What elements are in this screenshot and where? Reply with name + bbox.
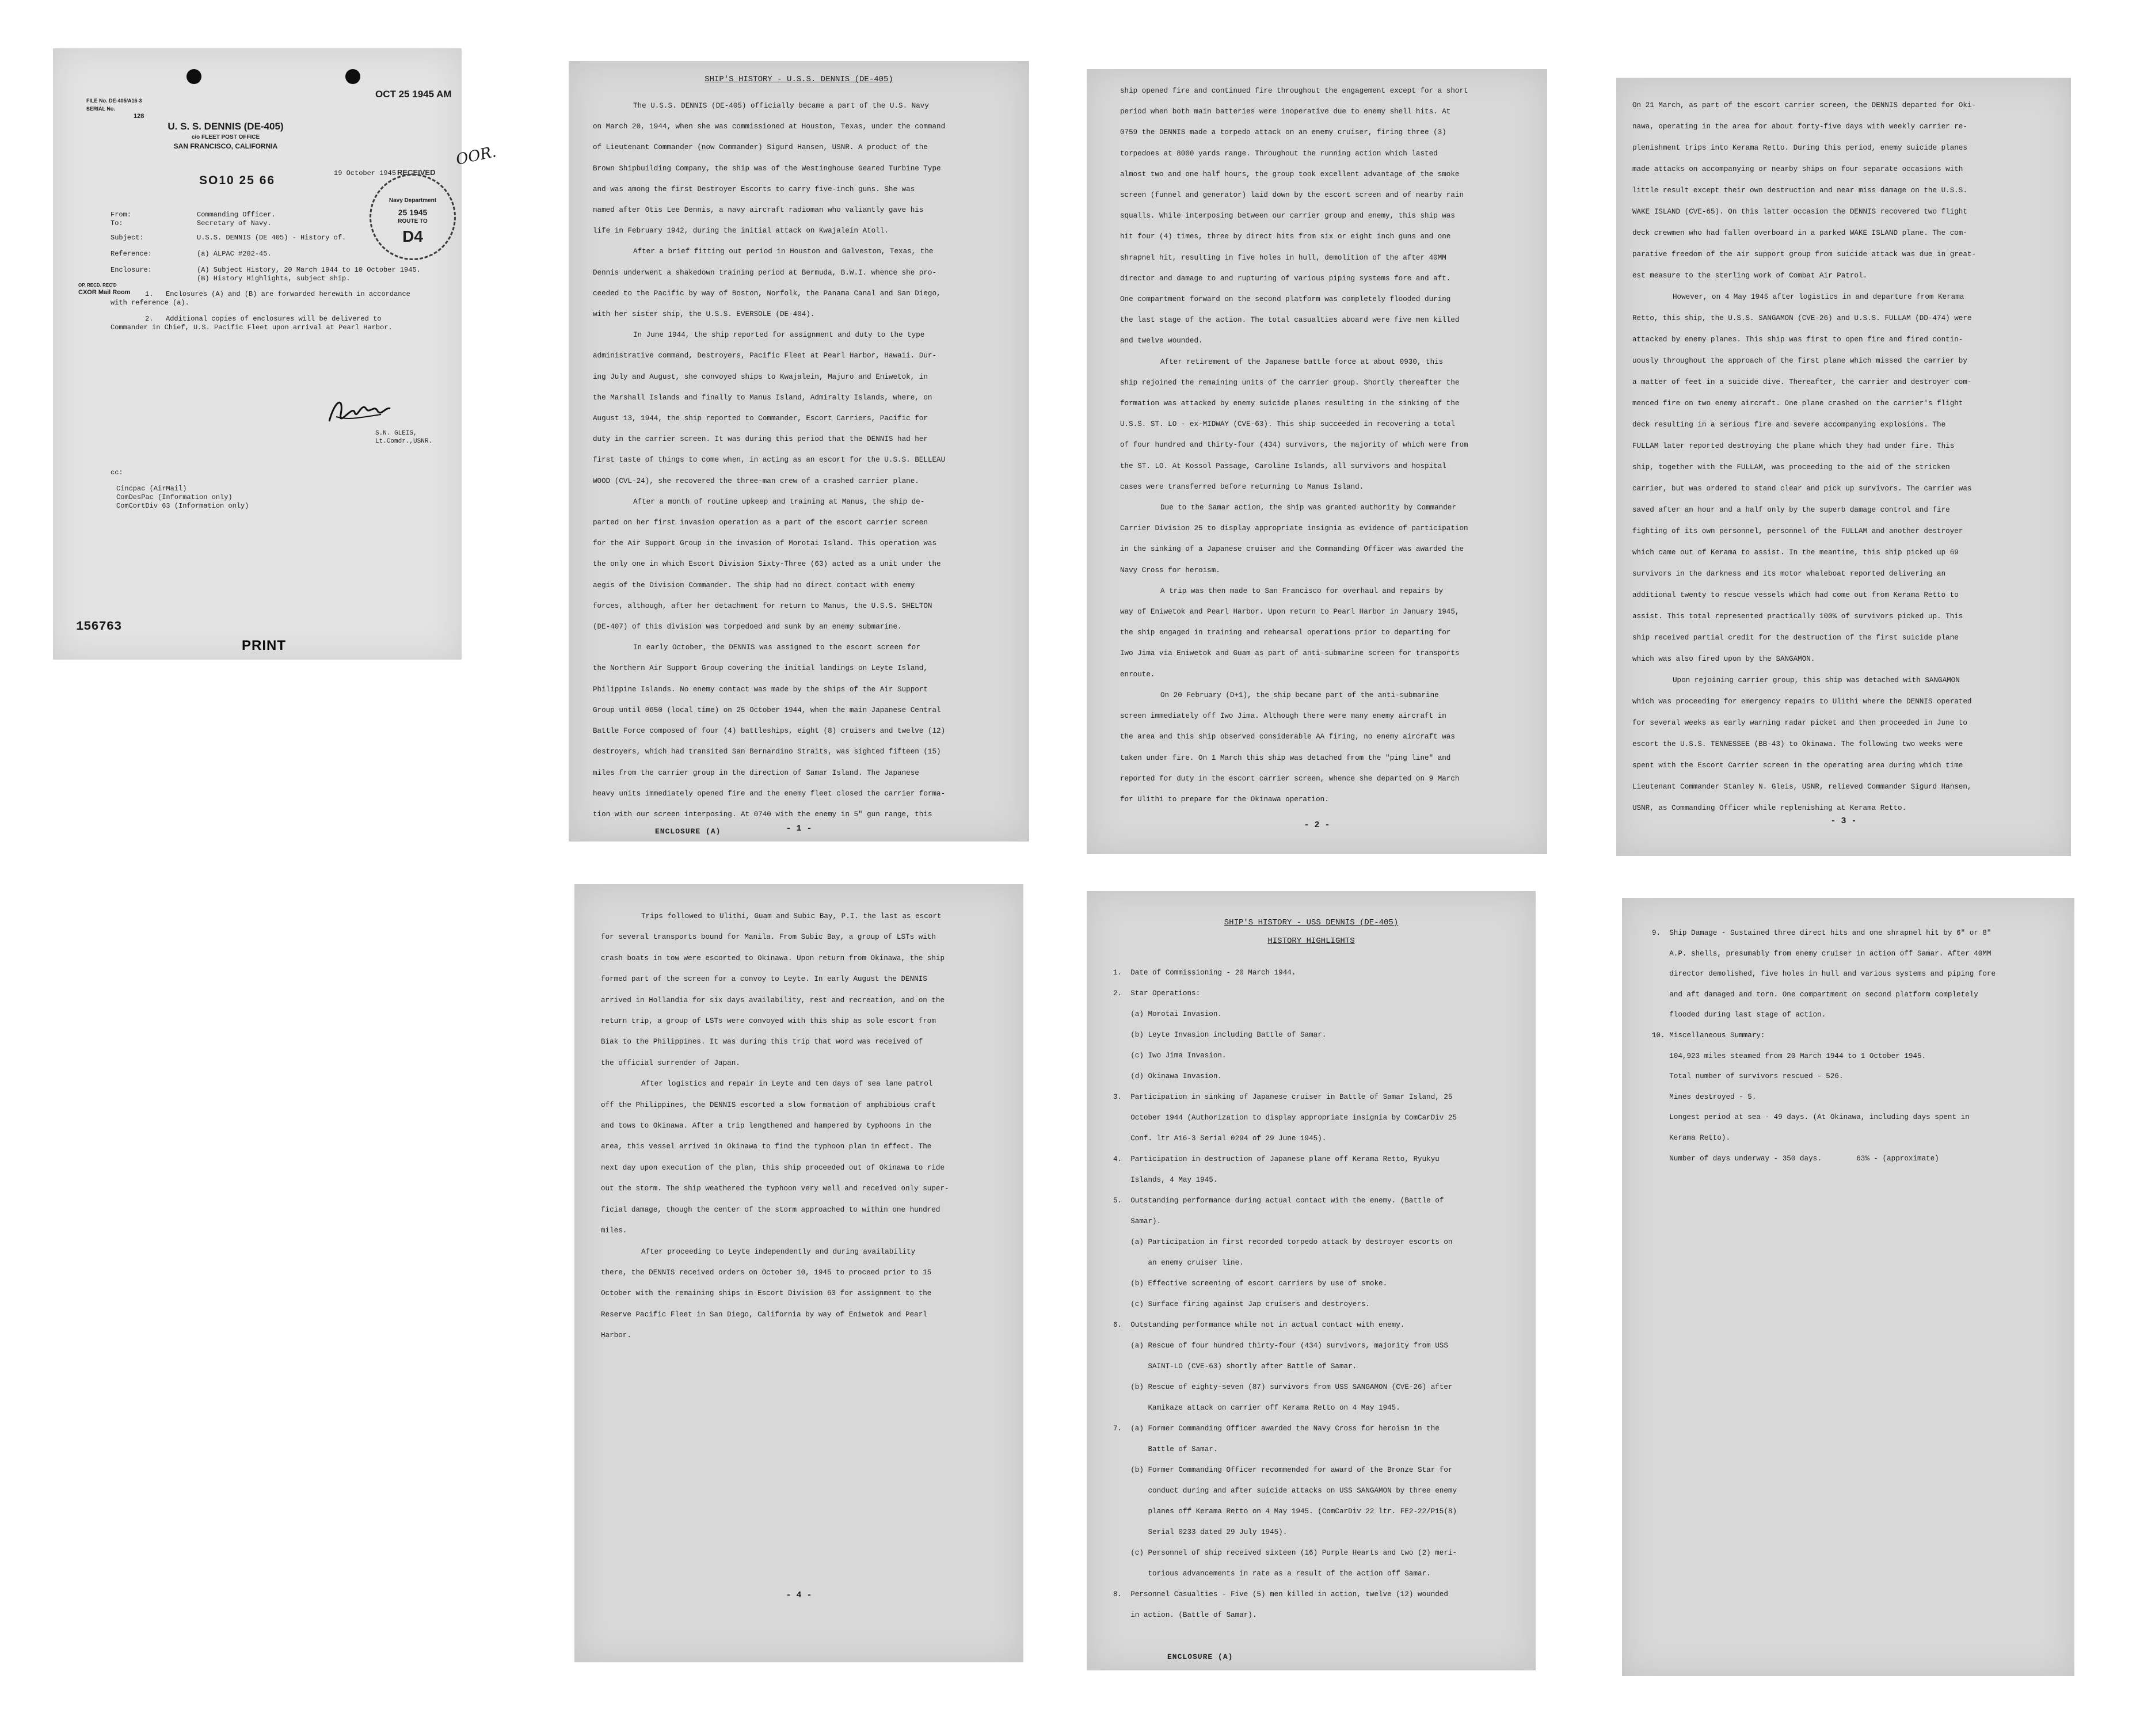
history-page-2 <box>1087 69 1547 854</box>
text-line: Conf. ltr A16-3 Serial 0294 of 29 June 1945). <box>1113 1135 1327 1143</box>
text-line: After logistics and repair in Leyte and ten days of sea lane patrol <box>641 1080 933 1088</box>
text-line: screen immediately off Iwo Jima. Although there were many enemy aircraft in <box>1120 712 1446 721</box>
text-line: the ST. LO. At Kossol Passage, Caroline Islands, all survivors and hospital <box>1120 462 1446 470</box>
handwritten-note: OOR. <box>454 143 498 169</box>
text-line: ficial damage, though the center of the storm approached to within one hundred <box>601 1205 940 1214</box>
text-line: and was among the first Destroyer Escorts to carry five-inch guns. She was <box>593 185 915 193</box>
text-line: WAKE ISLAND (CVE-65). On this latter occasion the DENNIS recovered two flight <box>1632 208 1967 216</box>
text-line: (c) Personnel of ship received sixteen (16) Purple Hearts and two (2) meri- <box>1113 1549 1457 1557</box>
text-line: an enemy cruiser line. <box>1113 1259 1244 1267</box>
text-line: formed part of the screen for a convoy to Leyte. In early August the DENNIS <box>601 975 927 984</box>
signature-icon <box>325 391 394 432</box>
text-line: WOOD (CVL-24), she recovered the three-man crew of a crashed carrier plane. <box>593 477 919 485</box>
text-line: deck crewmen who had fallen overboard in a parked WAKE ISLAND plane. The com- <box>1632 229 1967 237</box>
text-line: out the storm. The ship weathered the typhoon very well and received only super- <box>601 1185 949 1193</box>
text-line: the official surrender of Japan. <box>601 1059 740 1067</box>
text-line: Group until 0650 (local time) on 25 October 1944, when the main Japanese Central <box>593 706 941 714</box>
text-line: Battle of Samar. <box>1113 1445 1218 1453</box>
text-line: ship opened fire and continued fire throughout the engagement except for a short <box>1120 87 1468 95</box>
text-line: The U.S.S. DENNIS (DE-405) officially became a part of the U.S. Navy <box>633 102 929 110</box>
text-line: which came out of Kerama to assist. In the meantime, this ship picked up 69 <box>1632 549 1959 557</box>
text-line: After retirement of the Japanese battle force at about 0930, this <box>1160 357 1444 366</box>
text-line: Serial 0233 dated 29 July 1945). <box>1113 1528 1288 1536</box>
text-line: named after Otis Lee Dennis, a navy aircraft radioman who valiantly gave his <box>593 206 924 215</box>
text-line: (c) Iwo Jima Invasion. <box>1113 1052 1227 1060</box>
text-line: the Marshall Islands and finally to Manus Island, Admiralty Islands, where, on <box>593 393 932 402</box>
text-line: enroute. <box>1120 670 1155 679</box>
received-stamp: RECEIVED <box>397 168 436 177</box>
cover-letter-page <box>53 48 498 660</box>
text-line: Philippine Islands. No enemy contact was made by the ships of the Air Support <box>593 685 928 694</box>
text-line: However, on 4 May 1945 after logistics in and departure from Kerama <box>1673 293 1964 301</box>
page-number: - 1 - <box>786 824 812 833</box>
text-line: carrier, but was ordered to stand clear and pick up survivors. The carrier was <box>1632 485 1972 493</box>
text-line: U.S.S. ST. LO - ex-MIDWAY (CVE-63). This ship succeeded in recovering a total <box>1120 420 1455 429</box>
text-line: 104,923 miles steamed from 20 March 1944 to 1 October 1945. <box>1652 1052 1926 1060</box>
text-line: 5. Outstanding performance during actual contact with the enemy. (Battle of <box>1113 1197 1444 1205</box>
text-line: (a) Participation in first recorded torpedo attack by destroyer escorts on <box>1113 1238 1453 1246</box>
text-line: off the Philippines, the DENNIS escorted a slow formation of amphibious craft <box>601 1101 936 1109</box>
text-line: Lieutenant Commander Stanley N. Gleis, USNR, relieved Commander Sigurd Hansen, <box>1632 783 1972 791</box>
text-line: saved after an hour and a half only by the superb damage control and fire <box>1632 506 1950 514</box>
text-line: Islands, 4 May 1945. <box>1113 1176 1218 1184</box>
text-line: duty in the carrier screen. It was during this period that the DENNIS had her <box>593 435 928 444</box>
text-line: for the Air Support Group in the invasion of Morotai Island. This operation was <box>593 539 937 548</box>
text-line: director and damage to and rupturing of various piping systems fore and aft. <box>1120 274 1451 283</box>
text-line: (d) Okinawa Invasion. <box>1113 1072 1222 1080</box>
paragraph-1: 1. Enclosures (A) and (B) are forwarded herewith in accordance <box>145 290 410 298</box>
letter-date: 19 October 1945 <box>334 169 397 177</box>
text-line: torious advancements in rate as a result of the action off Samar. <box>1113 1570 1431 1578</box>
page-subtitle: HISTORY HIGHLIGHTS <box>1267 936 1355 946</box>
text-line: After proceeding to Leyte independently and during availability <box>641 1247 916 1256</box>
text-line: (c) Surface firing against Jap cruisers and destroyers. <box>1113 1300 1370 1308</box>
history-page-4 <box>574 884 1023 1662</box>
text-line: escort the U.S.S. TENNESSEE (BB-43) to Okinawa. The following two weeks were <box>1632 740 1963 748</box>
text-line: flooded during last stage of action. <box>1652 1011 1826 1019</box>
cc-line-2: ComDesPac (Information only) <box>116 493 233 501</box>
punch-hole-right <box>345 69 360 84</box>
from-row: From: Commanding Officer. <box>111 211 276 219</box>
text-line: 10. Miscellaneous Summary: <box>1652 1031 1765 1040</box>
routing-seal: Navy Department 25 1945 ROUTE TO D4 <box>370 174 456 260</box>
text-line: ship, together with the FULLAM, was proceeding to the aid of the stricken <box>1632 463 1950 471</box>
office-code-stamp: SO10 25 66 <box>199 174 276 187</box>
text-line: there, the DENNIS received orders on October 10, 1945 to proceed prior to 15 <box>601 1268 932 1277</box>
cc-line-3: ComCortDiv 63 (Information only) <box>116 502 249 510</box>
text-line: aegis of the Division Commander. The ship had no direct contact with enemy <box>593 581 915 589</box>
enclosure-row-b: (B) History Highlights, subject ship. <box>197 275 351 283</box>
text-line: 9. Ship Damage - Sustained three direct hits and one shrapnel hit by 6" or 8" <box>1652 929 1992 937</box>
text-line: a matter of feet in a suicide dive. Thereafter, the carrier and destroyer com- <box>1632 378 1972 386</box>
serial-number-label: SERIAL No. <box>86 106 115 112</box>
signer-rank: Lt.Comdr.,USNR. <box>375 438 433 445</box>
text-line: period when both main batteries were inoperative due to enemy shell hits. At <box>1120 108 1451 116</box>
text-line: taken under fire. On 1 March this ship was detached from the "ping line" and <box>1120 753 1451 762</box>
text-line: director demolished, five holes in hull and various systems and piping fore <box>1652 970 1996 979</box>
text-line: ing July and August, she convoyed ships to Kwajalein, Majuro and Eniwetok, in <box>593 372 928 381</box>
text-line: arrived in Hollandia for six days availability, rest and recreation, and on the <box>601 996 945 1004</box>
text-line: life in February 1942, during the initial attack on Kwajalein Atoll. <box>593 227 889 235</box>
text-line: Retto, this ship, the U.S.S. SANGAMON (CVE-26) and U.S.S. FULLAM (DD-474) were <box>1632 314 1972 322</box>
text-line: In June 1944, the ship reported for assignment and duty to the type <box>633 331 925 340</box>
text-line: October with the remaining ships in Escort Division 63 for assignment to the <box>601 1289 932 1298</box>
text-line: Samar). <box>1113 1217 1162 1225</box>
text-line: the Northern Air Support Group covering the initial landings on Leyte Island, <box>593 664 928 673</box>
text-line: parative freedom of the air support group from suicide attack was due in great- <box>1632 250 1977 258</box>
text-line: next day upon execution of the plan, this ship proceeded out of Okinawa to ride <box>601 1163 945 1172</box>
text-line: made attacks on accompanying or nearby ships on four separate occasions with <box>1632 165 1963 173</box>
text-line: 0759 the DENNIS made a torpedo attack on an enemy cruiser, firing three (3) <box>1120 128 1446 137</box>
side-stamp-received: OP. RECD. REC'D <box>78 283 117 288</box>
letterhead <box>53 120 462 151</box>
text-line: for Ulithi to prepare for the Okinawa operation. <box>1120 795 1329 804</box>
text-line: Battle Force composed of four (4) battleships, eight (8) cruisers and twelve (12) <box>593 727 946 736</box>
text-line: miles from the carrier group in the direction of Samar Island. The Japanese <box>593 768 919 777</box>
text-line: SAINT-LO (CVE-63) shortly after Battle of Samar. <box>1113 1362 1357 1370</box>
text-line: Biak to the Philippines. It was during this trip that word was received of <box>601 1038 923 1046</box>
text-line: 2. Star Operations: <box>1113 989 1201 998</box>
paragraph-1-cont: with reference (a). <box>111 299 189 307</box>
text-line: spent with the Escort Carrier screen in the operating area during which time <box>1632 762 1963 770</box>
text-line: and twelve wounded. <box>1120 337 1203 345</box>
text-line: After a month of routine upkeep and training at Manus, the ship de- <box>633 497 925 506</box>
text-line: of Lieutenant Commander (now Commander) Sigurd Hansen, USNR. A product of the <box>593 143 928 152</box>
text-line: which was proceeding for emergency repairs to Ulithi where the DENNIS operated <box>1632 698 1972 706</box>
page-number: - 3 - <box>1830 816 1857 826</box>
page-body <box>601 906 1012 1662</box>
text-line: hit four (4) times, three by direct hits from six or eight inch guns and one <box>1120 233 1451 241</box>
page-body <box>1632 95 2063 856</box>
city: SAN FRANCISCO, CALIFORNIA <box>173 142 278 150</box>
text-line: forces, although, after her detachment for return to Manus, the U.S.S. SHELTON <box>593 601 932 610</box>
text-line: the ship engaged in training and rehearsal operations prior to departing for <box>1120 629 1451 637</box>
text-line: and aft damaged and torn. One compartment on second platform completely <box>1652 990 1978 999</box>
text-line: Kamikaze attack on carrier off Kerama Retto on 4 May 1945. <box>1113 1404 1400 1412</box>
text-line: 8. Personnel Casualties - Five (5) men killed in action, twelve (12) wounded <box>1113 1590 1448 1598</box>
text-line: parted on her first invasion operation as a part of the escort carrier screen <box>593 519 928 527</box>
text-line: heavy units immediately opened fire and the enemy fleet closed the carrier forma- <box>593 789 946 798</box>
enclosure-label: ENCLOSURE (A) <box>1167 1653 1233 1661</box>
text-line: A.P. shells, presumably from enemy cruiser in action off Samar. After 40MM <box>1652 949 1992 958</box>
text-line: in action. (Battle of Samar). <box>1113 1611 1257 1619</box>
text-line: torpedoes at 8000 yards range. Throughout the running action which lasted <box>1120 149 1438 158</box>
text-line: On 21 March, as part of the escort carrier screen, the DENNIS departed for Oki- <box>1632 101 1977 109</box>
date-received-stamp: OCT 25 1945 AM <box>375 89 452 100</box>
text-line: (b) Former Commanding Officer recommended for award of the Bronze Star for <box>1113 1466 1453 1474</box>
text-line: first taste of things to come when, in acting as an escort for the U.S.S. BELLEAU <box>593 456 946 465</box>
text-line: After a brief fitting out period in Houston and Galveston, Texas, the <box>633 248 934 256</box>
to-row: To: Secretary of Navy. <box>111 219 272 227</box>
text-line: ceeded to the Pacific by way of Boston, Norfolk, the Panama Canal and San Diego, <box>593 289 941 298</box>
text-line: Reserve Pacific Fleet in San Diego, California by way of Eniwetok and Pearl <box>601 1310 927 1319</box>
text-line: In early October, the DENNIS was assigned to the escort screen for <box>633 644 920 652</box>
text-line: fighting of its own personnel, personnel of the FULLAM and another destroyer <box>1632 527 1963 535</box>
text-line: screen (funnel and generator) laid down by the escort screen and of nearby rain <box>1120 191 1464 200</box>
text-line: Harbor. <box>601 1331 631 1340</box>
text-line: Due to the Samar action, the ship was granted authority by Commander <box>1160 504 1456 512</box>
text-line: deck resulting in a serious fire and severe accompanying explosions. The <box>1632 421 1946 429</box>
text-line: on March 20, 1944, when she was commissioned at Houston, Texas, under the command <box>593 123 946 131</box>
page-number: - 2 - <box>1304 820 1330 830</box>
text-line: On 20 February (D+1), the ship became part of the anti-submarine <box>1160 691 1439 699</box>
text-line: miles. <box>601 1227 627 1235</box>
text-line: administrative command, Destroyers, Pacific Fleet at Pearl Harbor, Hawaii. Dur- <box>593 352 937 360</box>
text-line: Brown Shipbuilding Company, the ship was of the Westinghouse Geared Turbine Type <box>593 164 941 173</box>
text-line: 3. Participation in sinking of Japanese cruiser in Battle of Samar Island, 25 <box>1113 1093 1453 1101</box>
paragraph-2: 2. Additional copies of enclosures will be delivered to <box>145 315 382 323</box>
document-number: 156763 <box>76 619 122 634</box>
paragraph-2-cont: Commander in Chief, U.S. Pacific Fleet upon arrival at Pearl Harbor. <box>111 323 393 332</box>
cc-label: cc: <box>111 469 123 477</box>
text-line: Total number of survivors rescued - 526. <box>1652 1072 1844 1081</box>
text-line: squalls. While interposing between our carrier group and enemy, this ship was <box>1120 212 1455 220</box>
text-line: which was also fired upon by the SANGAMON. <box>1632 655 1815 663</box>
text-line: USNR, as Commanding Officer while replenishing at Kerama Retto. <box>1632 804 1907 812</box>
text-line: menced fire on two enemy aircraft. One plane crashed on the carrier's flight <box>1632 399 1963 408</box>
side-stamp-mail-room: CXOR Mail Room <box>78 289 131 296</box>
cc-line-1: Cincpac (AirMail) <box>116 485 187 493</box>
text-line: A trip was then made to San Francisco for overhaul and repairs by <box>1160 587 1444 595</box>
text-line: almost two and one half hours, the group took excellent advantage of the smoke <box>1120 170 1460 178</box>
text-line: formation was attacked by enemy suicide planes resulting in the sinking of the <box>1120 399 1460 408</box>
ship-name: U. S. S. DENNIS (DE-405) <box>167 121 284 132</box>
reference-row: Reference: (a) ALPAC #202-45. <box>111 250 272 258</box>
text-line: for several transports bound for Manila. From Subic Bay, a group of LSTs with <box>601 933 936 942</box>
text-line: the area and this ship observed considerable AA firing, no enemy aircraft was <box>1120 733 1455 741</box>
text-line: nawa, operating in the area for about forty-five days with weekly carrier re- <box>1632 123 1967 131</box>
text-line: way of Eniwetok and Pearl Harbor. Upon return to Pearl Harbor in January 1945, <box>1120 608 1460 616</box>
text-line: the last stage of the action. The total casualties aboard were five men killed <box>1120 316 1460 325</box>
page-body <box>593 96 1018 842</box>
page-number: - 4 - <box>786 1590 812 1600</box>
subject-row: Subject: U.S.S. DENNIS (DE 405) - History of. <box>111 234 346 242</box>
text-line: ship rejoined the remaining units of the carrier group. Shortly thereafter the <box>1120 378 1460 387</box>
text-line: in the sinking of a Japanese cruiser and the Commanding Officer was awarded the <box>1120 545 1464 554</box>
text-line: plenishment trips into Kerama Retto. During this period, enemy suicide planes <box>1632 144 1967 152</box>
text-line: October 1944 (Authorization to display appropriate insignia by ComCarDiv 25 <box>1113 1114 1457 1122</box>
text-line: area, this vessel arrived in Okinawa to find the typhoon plan in effect. The <box>601 1143 932 1151</box>
page-body <box>1120 81 1536 854</box>
text-line: attacked by enemy planes. This ship was first to open fire and fired contin- <box>1632 336 1963 344</box>
text-line: destroyers, which had transited San Bernardino Straits, was sighted fifteen (15) <box>593 748 941 756</box>
text-line: little result except their own destruction and near miss damage on the U.S.S. <box>1632 186 1967 195</box>
text-line: with her sister ship, the U.S.S. EVERSOLE (DE-404). <box>593 310 815 319</box>
enclosure-row-a: Enclosure: (A) Subject History, 20 March 1944 to 10 October 1945. <box>111 266 421 274</box>
text-line: One compartment forward on the second platform was completely flooded during <box>1120 295 1451 304</box>
page-title: SHIP'S HISTORY - USS DENNIS (DE-405) <box>1224 918 1399 927</box>
text-line: (b) Rescue of eighty-seven (87) survivors from USS SANGAMON (CVE-26) after <box>1113 1383 1453 1391</box>
text-line: Navy Cross for heroism. <box>1120 566 1220 574</box>
text-line: Trips followed to Ulithi, Guam and Subic Bay, P.I. the last as escort <box>641 912 942 920</box>
text-line: (a) Morotai Invasion. <box>1113 1010 1222 1018</box>
post-office: c/o FLEET POST OFFICE <box>191 134 260 140</box>
text-line: (DE-407) of this division was torpedoed and sunk by an enemy submarine. <box>593 623 902 631</box>
text-line: assist. This total represented practically 100% of survivors picked up. This <box>1632 612 1963 620</box>
history-page-3 <box>1616 78 2071 856</box>
punch-hole-left <box>186 69 201 84</box>
text-line: reported for duty in the escort carrier screen, whence she departed on 9 March <box>1120 774 1460 783</box>
text-line: conduct during and after suicide attacks on USS SANGAMON by three enemy <box>1113 1487 1457 1495</box>
page-title: SHIP'S HISTORY - U.S.S. DENNIS (DE-405) <box>705 75 893 84</box>
text-line: 1. Date of Commissioning - 20 March 1944. <box>1113 969 1296 977</box>
text-line: of four hundred and thirty-four (434) survivors, the majority of which were from <box>1120 441 1468 450</box>
signer-name: S.N. GLEIS, <box>375 430 417 437</box>
text-line: Longest period at sea - 49 days. (At Okinawa, including days spent in <box>1652 1113 1970 1122</box>
text-line: tion with our screen interposing. At 0740 with the enemy in 5" gun range, this <box>593 810 932 818</box>
text-line: return trip, a group of LSTs were convoyed with this ship as sole escort from <box>601 1017 936 1026</box>
enclosure-label: ENCLOSURE (A) <box>655 827 721 836</box>
history-highlights-page-2 <box>1622 898 2074 1676</box>
text-line: shrapnel hit, resulting in five holes in hull, demolition of the after 40MM <box>1120 253 1446 262</box>
serial-number-value: 128 <box>134 113 144 120</box>
text-line: uously throughout the approach of the first plane which missed the carrier by <box>1632 357 1967 365</box>
print-stamp: PRINT <box>242 638 286 653</box>
text-line: Iwo Jima via Eniwetok and Guam as part of anti-submarine screen for transports <box>1120 649 1460 658</box>
text-line: (b) Leyte Invasion including Battle of Samar. <box>1113 1031 1327 1039</box>
text-line: Upon rejoining carrier group, this ship was detached with SANGAMON <box>1673 676 1960 684</box>
text-line: (a) Rescue of four hundred thirty-four (434) survivors, majority from USS <box>1113 1342 1448 1350</box>
text-line: Carrier Division 25 to display appropriate insignia as evidence of participation <box>1120 524 1468 533</box>
text-line: Kerama Retto). <box>1652 1133 1731 1142</box>
text-line: cases were transferred before returning to Manus Island. <box>1120 482 1364 491</box>
text-line: est measure to the sterling work of Combat Air Patrol. <box>1632 272 1868 280</box>
text-line: ship received partial credit for the destruction of the first suicide plane <box>1632 634 1959 642</box>
text-line: Dennis underwent a shakedown training period at Bermuda, B.W.I. whence she pro- <box>593 268 937 277</box>
text-line: additional twenty to rescue vessels which had come out from Kerama Retto to <box>1632 591 1959 599</box>
text-line: (b) Effective screening of escort carriers by use of smoke. <box>1113 1280 1388 1288</box>
text-line: and tows to Okinawa. After a trip lengthened and hampered by typhoons in the <box>601 1122 932 1130</box>
text-line: for several weeks as early warning radar picket and then proceeded in June to <box>1632 719 1967 727</box>
page-body <box>1652 923 2066 1676</box>
text-line: the only one in which Escort Division Sixty-Three (63) acted as a unit under the <box>593 560 941 569</box>
page-body <box>1113 962 1526 1670</box>
text-line: FULLAM later reported destroying the plane which they had under fire. This <box>1632 442 1955 450</box>
history-highlights-page <box>1087 891 1536 1670</box>
text-line: Number of days underway - 350 days. 63% - (approximate) <box>1652 1154 1939 1163</box>
file-number: FILE No. DE-405/A16-3 <box>86 98 142 104</box>
text-line: Mines destroyed - 5. <box>1652 1092 1757 1101</box>
text-line: planes off Kerama Retto on 4 May 1945. (ComCarDiv 22 ltr. FE2-22/P15(8) <box>1113 1507 1457 1516</box>
text-line: 7. (a) Former Commanding Officer awarded the Navy Cross for heroism in the <box>1113 1425 1440 1433</box>
text-line: 4. Participation in destruction of Japanese plane off Kerama Retto, Ryukyu <box>1113 1155 1440 1163</box>
text-line: crash boats in tow were escorted to Okinawa. Upon return from Okinawa, the ship <box>601 954 945 962</box>
text-line: survivors in the darkness and its motor whaleboat reported delivering an <box>1632 570 1946 578</box>
text-line: August 13, 1944, the ship reported to Commander, Escort Carriers, Pacific for <box>593 414 928 423</box>
text-line: 6. Outstanding performance while not in actual contact with enemy. <box>1113 1321 1405 1329</box>
history-page-1 <box>569 61 1029 842</box>
